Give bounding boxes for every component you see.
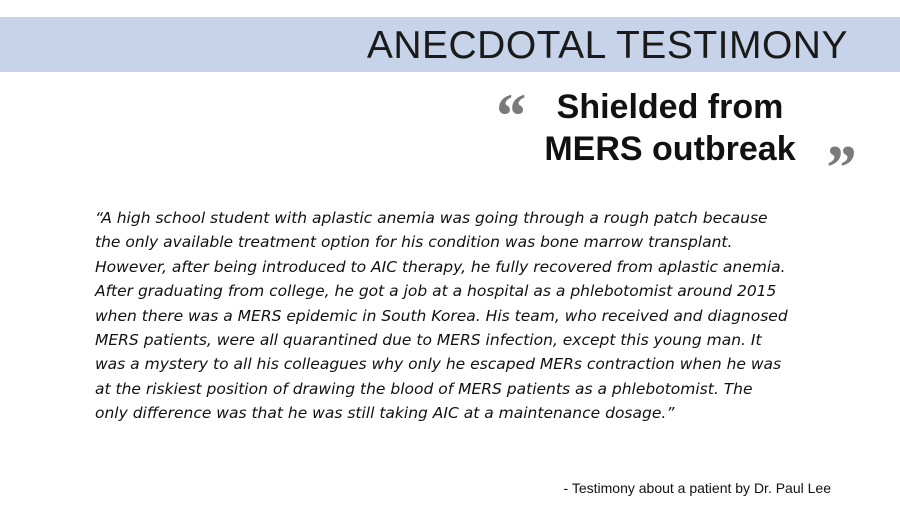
testimony-quote	[95, 206, 855, 426]
quote-line: MERS patients, were all quarantined due to MERS infection, except this young man. It	[95, 331, 762, 350]
headline	[520, 86, 820, 170]
headline-line-1: Shielded from	[556, 88, 784, 126]
header-band	[0, 17, 900, 72]
quote-line: After graduating from college, he got a job at a hospital as a phlebotomist around 2015	[95, 282, 777, 301]
quote-line: when there was a MERS epidemic in South Korea. His team, who received and diagnosed	[95, 306, 788, 325]
attribution: - Testimony about a patient by Dr. Paul Lee	[563, 480, 831, 496]
headline-line-2: MERS outbreak	[544, 130, 796, 168]
quote-line: at the riskiest position of drawing the blood of MERS patients as a phlebotomist. The	[95, 379, 753, 398]
page-title: ANECDOTAL TESTIMONY	[366, 24, 848, 67]
quote-line: However, after being introduced to AIC therapy, he fully recovered from aplastic anemia.	[95, 257, 786, 276]
open-quote-icon: “	[493, 80, 525, 151]
close-quote-icon: ”	[823, 132, 855, 203]
quote-line: only difference was that he was still taking AIC at a maintenance dosage.”	[95, 404, 675, 423]
quote-line: “A high school student with aplastic anemia was going through a rough patch because	[95, 209, 768, 227]
quote-line: the only available treatment option for his condition was bone marrow transplant.	[95, 233, 733, 252]
quote-line: was a mystery to all his colleagues why only he escaped MERs contraction when he was	[95, 355, 782, 374]
